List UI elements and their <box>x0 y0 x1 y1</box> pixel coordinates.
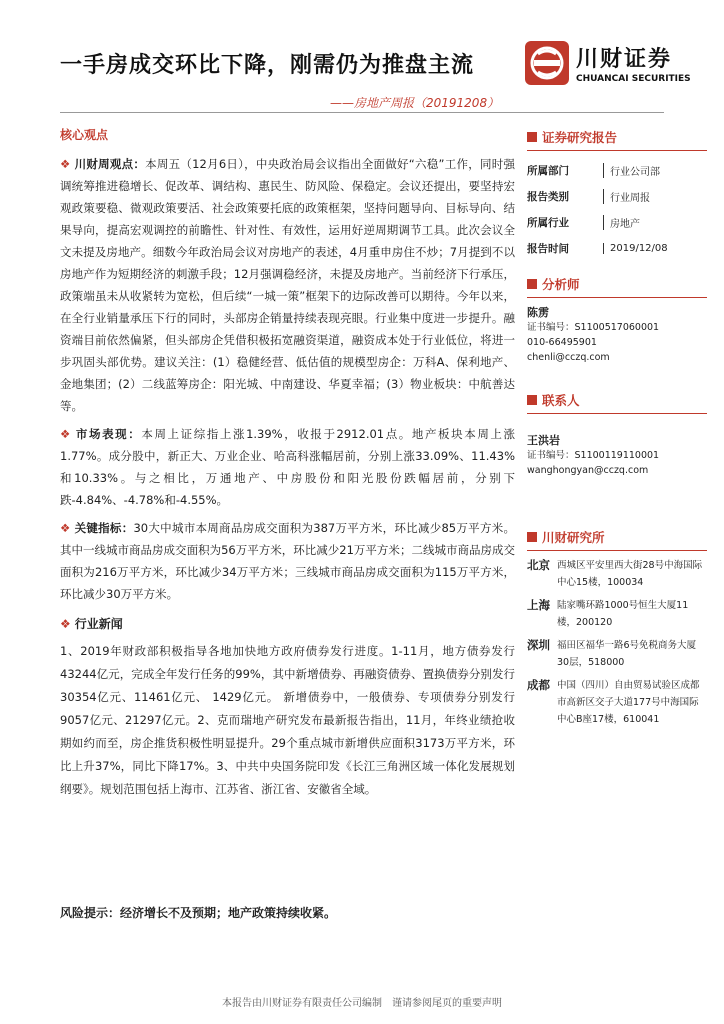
sidebar-divider <box>527 297 707 298</box>
core-view-title: 核心观点 <box>60 128 109 142</box>
meta-row <box>527 235 707 261</box>
key-indicators-label: 关键指标： <box>74 521 134 535</box>
report-info-heading <box>527 128 707 146</box>
title-divider <box>60 112 664 113</box>
report-subtitle: ——房地产周报（20191208） <box>330 96 500 110</box>
analyst-phone: 010-66495901 <box>527 337 597 348</box>
key-indicators-text: 30大中城市本周商品房成交面积为387万平方米，环比减少85万平方米。其中一线城市商品房成交面积为56万平方米，环比减少21万平方米；二线城市商品房成交面积为216万平方米，环比减少34万平方米；三线城市商品房成交面积为115万平方米，环比减少30万平方米。 <box>60 521 516 601</box>
meta-value: 房地产 <box>603 215 640 230</box>
square-bullet-icon <box>527 279 537 289</box>
contact-cert: 证书编号：S1100119110001 <box>527 450 660 461</box>
sidebar-divider <box>527 150 707 151</box>
contact-heading <box>527 391 707 409</box>
industry-news-heading <box>60 615 515 632</box>
logo-chinese-name: 川财证券 <box>576 47 673 72</box>
diamond-bullet-icon: ❖ <box>60 427 72 441</box>
logo-english-name: CHUANCAI SECURITIES <box>576 74 691 84</box>
market-performance-label: 市场表现： <box>75 427 142 441</box>
square-bullet-icon <box>527 132 537 142</box>
sidebar <box>527 128 707 734</box>
industry-news-title: 行业新闻 <box>74 617 123 631</box>
square-bullet-icon <box>527 532 537 542</box>
meta-value: 行业公司部 <box>603 163 660 178</box>
market-performance-paragraph <box>60 423 515 511</box>
diamond-bullet-icon: ❖ <box>60 617 71 631</box>
address-item <box>527 557 707 591</box>
sidebar-divider <box>527 413 707 414</box>
square-bullet-icon <box>527 395 537 405</box>
weekly-view-text: 本周五（12月6日），中央政治局会议指出全面做好“六稳”工作，同时强调统筹推进稳增长、促改革、调结构、惠民生、防风险、保稳定。会议还提出，要坚持宏观政策要稳、微观政策要活、社会政策要托底的政策框架，坚持问题导向、目标导向、结果导向，提高宏观调控的前瞻性、针对性、有效性，运用好逆周期调节工具。此次会议全文未提及房地产。细数今年政治局会议对房地产的表述，4月重申房住不炒；7月提到不以房地产作为短期经济的刺激手段；12月强调稳经济，未提及房地产。当前经济下行承压，政策端虽未从收紧转为宽松，但后续“一城一策”框架下的边际改善可以期待。今年以来，在全行业销量承压下行的同时，头部房企销量持续表现亮眼。行业集中度进一步提升。融资端目前依然偏紧，但头部房企凭借积极拓宽融资渠道，融资成本处于行业低位，将进一步巩固头部优势。建议关注：(1）稳健经营、低估值的规模型房企：万科A、保利地产、金地集团；(2）二线蓝筹房企：阳光城、中南建设、华夏幸福；(3）物业板块：中航善达等。 <box>60 157 516 413</box>
main-content <box>60 126 515 801</box>
address-text: 西城区平安里西大街28号中海国际中心15楼，100034 <box>557 560 703 588</box>
diamond-bullet-icon: ❖ <box>60 521 71 535</box>
address-city: 北京 <box>527 558 550 572</box>
analyst-cert: 证书编号：S1100517060001 <box>527 322 660 333</box>
page-title: 一手房成交环比下降，刚需仍为推盘主流 <box>60 52 475 78</box>
address-text: 陆家嘴环路1000号恒生大厦11楼，200120 <box>557 600 689 628</box>
weekly-view-paragraph <box>60 153 515 417</box>
report-info-title: 证券研究报告 <box>542 130 618 145</box>
page-footer: 本报告由川财证券有限责任公司编制 谨请参阅尾页的重要声明 <box>222 998 502 1009</box>
sidebar-divider <box>527 550 707 551</box>
address-item <box>527 677 707 728</box>
market-performance-text: 本周上证综指上涨1.39%，收报于2912.01点。地产板块本周上涨1.77%。成分股中，新正大、万业企业、哈高科涨幅居前，分别上涨33.09%、11.43%和10.33%。与之相比，万通地产、中房股份和阳光股份跌幅居前，分别下跌-4.84%、-4.78%和-4.55%。 <box>60 427 516 507</box>
company-logo <box>524 40 694 100</box>
meta-key: 报告时间 <box>527 242 569 255</box>
key-indicators-paragraph <box>60 517 515 605</box>
address-text: 福田区福华一路6号免税商务大厦30层，518000 <box>557 640 697 668</box>
contact-title: 联系人 <box>542 393 580 408</box>
contact-email[interactable]: wanghongyan@cczq.com <box>527 465 649 476</box>
address-item <box>527 637 707 671</box>
address-city: 深圳 <box>527 638 550 652</box>
analyst-name: 陈雳 <box>527 306 549 319</box>
institute-title: 川财研究所 <box>542 530 605 545</box>
contact-name: 王洪岩 <box>527 434 560 447</box>
institute-heading <box>527 528 707 546</box>
meta-row <box>527 209 707 235</box>
meta-key: 所属部门 <box>527 164 569 177</box>
risk-warning: 风险提示：经济增长不及预期；地产政策持续收紧。 <box>60 906 337 920</box>
analyst-email[interactable]: chenli@cczq.com <box>527 352 610 363</box>
meta-value: 2019/12/08 <box>603 243 668 254</box>
diamond-bullet-icon: ❖ <box>60 157 71 171</box>
chuancai-logo-icon <box>524 40 570 86</box>
meta-row <box>527 157 707 183</box>
address-text: 中国（四川）自由贸易试验区成都市高新区交子大道177号中海国际中心B座17楼，610041 <box>557 680 700 725</box>
address-item <box>527 597 707 631</box>
meta-row <box>527 183 707 209</box>
analyst-heading <box>527 275 707 293</box>
meta-value: 行业周报 <box>603 189 650 204</box>
address-city: 成都 <box>527 678 550 692</box>
address-city: 上海 <box>527 598 550 612</box>
analyst-title: 分析师 <box>542 277 580 292</box>
meta-key: 报告类别 <box>527 190 569 203</box>
industry-news-text: 1、2019年财政部积极指导各地加快地方政府债券发行进度。1-11月，地方债券发行43244亿元，完成全年发行任务的99%，其中新增债券、再融资债券、置换债券分别发行30354亿元、11461亿元、 1429亿元。 新增债券中，一般债券、专项债券分别发行9057亿元、21297亿元。2、克而瑞地产研究发布最新报告指出，11月，年终业绩抢收期如约而至，房企推货积极性明显提升。29个重点城市新增供应面积3173万平方米，环比上升37%，同比下降17%。3、中共中央国务院印发《长江三角洲区域一体化发展规划纲要》。规划范围包括上海市、江苏省、浙江省、安徽省全域。 <box>60 644 515 796</box>
meta-key: 所属行业 <box>527 216 569 229</box>
weekly-view-label: 川财周观点： <box>74 157 146 171</box>
